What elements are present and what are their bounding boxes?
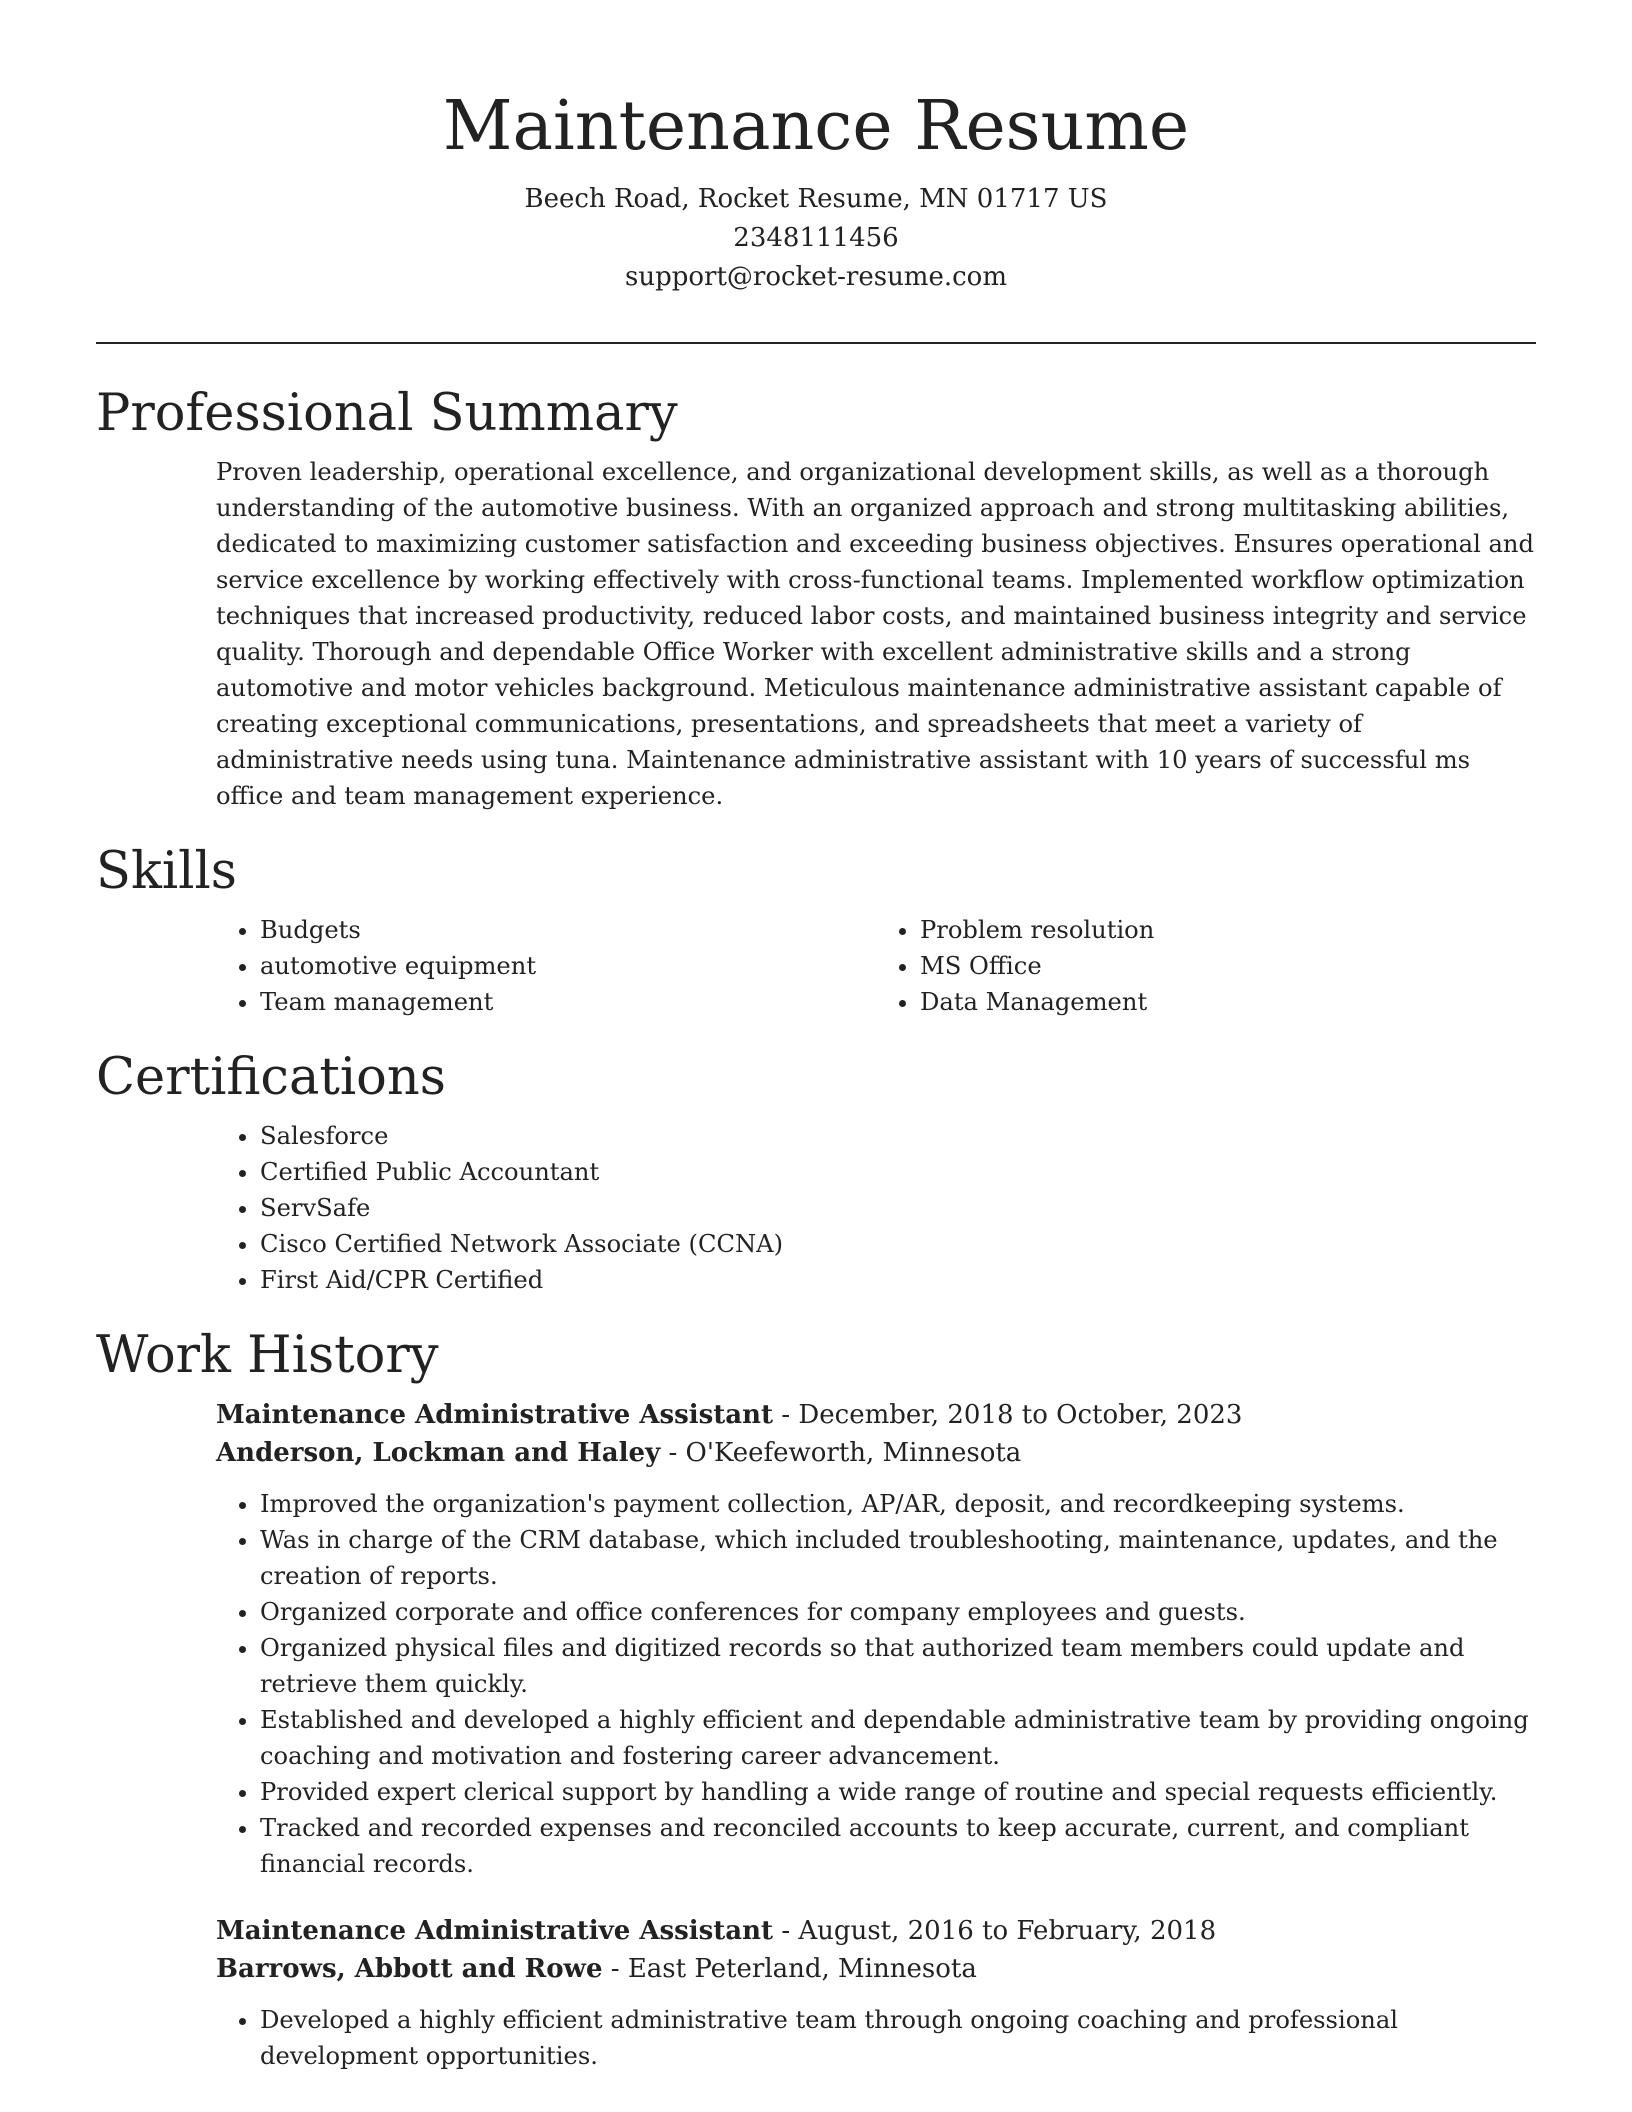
- job-separator: -: [773, 1400, 799, 1430]
- job-bullets: [216, 2002, 1536, 2074]
- job-location: O'Keefeworth, Minnesota: [685, 1438, 1022, 1468]
- skill-item: • MS Office: [920, 948, 1536, 984]
- job-dates: December, 2018 to October, 2023: [798, 1400, 1243, 1430]
- resume-header: [0, 0, 1632, 297]
- summary-section: [96, 382, 1536, 814]
- job-company: Barrows, Abbott and Rowe: [216, 1954, 603, 1984]
- skills-list-left: [216, 912, 876, 1020]
- certification-item: • Salesforce: [260, 1118, 1536, 1154]
- skills-heading: Skills: [96, 842, 237, 901]
- work-history-section: [96, 1324, 1536, 2074]
- job-company-line: [216, 1434, 1536, 1472]
- summary-heading: Professional Summary: [96, 384, 678, 443]
- job-bullets: [216, 1486, 1536, 1882]
- certifications-heading: Certifications: [96, 1048, 446, 1107]
- job-bullet: • Developed a highly efficient administrative team through ongoing coaching and professional development opportunities.: [260, 2002, 1536, 2074]
- job-separator: -: [660, 1438, 686, 1468]
- header-divider: [96, 342, 1536, 344]
- job-title-line: [216, 1396, 1536, 1434]
- job-bullet: • Established and developed a highly efficient and dependable administrative team by providing ongoing coaching and motivation and fostering career advancement.: [260, 1702, 1536, 1774]
- contact-address: Beech Road, Rocket Resume, MN 01717 US: [524, 184, 1108, 214]
- job-role: Maintenance Administrative Assistant: [216, 1916, 774, 1946]
- skill-item: • Data Management: [920, 984, 1536, 1020]
- certification-item: • First Aid/CPR Certified: [260, 1262, 1536, 1298]
- certifications-section: [96, 1046, 1536, 1298]
- job-bullet: • Organized physical files and digitized records so that authorized team members could update and retrieve them quickly.: [260, 1630, 1536, 1702]
- certification-item: • Cisco Certified Network Associate (CCNA): [260, 1226, 1536, 1262]
- summary-text: Proven leadership, operational excellence, and organizational development skills, as well as a thorough understanding of the automotive business. With an organized approach and strong multitasking abilities, dedicated to maximizing customer satisfaction and exceeding business objectives. Ensures operational and service excellence by working effectively with cross-functional teams. Implemented workflow optimization techniques that increased productivity, reduced labor costs, and maintained business integrity and service quality. Thorough and dependable Office Worker with excellent administrative skills and a strong automotive and motor vehicles background. Meticulous maintenance administrative assistant capable of creating exceptional communications, presentations, and spreadsheets that meet a variety of administrative needs using tuna. Maintenance administrative assistant with 10 years of successful ms office and team management experience.: [216, 458, 1534, 810]
- certification-item: • Certified Public Accountant: [260, 1154, 1536, 1190]
- resume-content: [96, 382, 1536, 2104]
- job-company: Anderson, Lockman and Haley: [216, 1438, 661, 1468]
- certifications-list: [216, 1118, 1536, 1298]
- resume-name: Maintenance Resume: [442, 87, 1190, 166]
- skill-item: • automotive equipment: [260, 948, 876, 984]
- skills-list-right: [876, 912, 1536, 1020]
- contact-phone: 2348111456: [733, 223, 899, 253]
- job-bullet: • Organized corporate and office conferences for company employees and guests.: [260, 1594, 1536, 1630]
- job-bullet: • Provided expert clerical support by handling a wide range of routine and special requests efficiently.: [260, 1774, 1536, 1810]
- skill-item: • Team management: [260, 984, 876, 1020]
- contact-email: support@rocket-resume.com: [624, 262, 1007, 292]
- job-location: East Peterland, Minnesota: [627, 1954, 977, 1984]
- certification-item: • ServSafe: [260, 1190, 1536, 1226]
- job-entry: [216, 1912, 1536, 2074]
- job-dates: August, 2016 to February, 2018: [798, 1916, 1217, 1946]
- job-title-line: [216, 1912, 1536, 1950]
- job-bullet: • Tracked and recorded expenses and reconciled accounts to keep accurate, current, and compliant financial records.: [260, 1810, 1536, 1882]
- job-separator: -: [773, 1916, 799, 1946]
- job-bullet: • Was in charge of the CRM database, which included troubleshooting, maintenance, updates, and the creation of reports.: [260, 1522, 1536, 1594]
- contact-block: [0, 180, 1632, 297]
- job-company-line: [216, 1950, 1536, 1988]
- skill-item: • Budgets: [260, 912, 876, 948]
- job-role: Maintenance Administrative Assistant: [216, 1400, 774, 1430]
- job-entry: [216, 1396, 1536, 1882]
- work-history-heading: Work History: [96, 1326, 439, 1385]
- job-bullet: • Improved the organization's payment collection, AP/AR, deposit, and recordkeeping systems.: [260, 1486, 1536, 1522]
- skill-item: • Problem resolution: [920, 912, 1536, 948]
- job-separator: -: [602, 1954, 628, 1984]
- skills-section: [96, 840, 1536, 1020]
